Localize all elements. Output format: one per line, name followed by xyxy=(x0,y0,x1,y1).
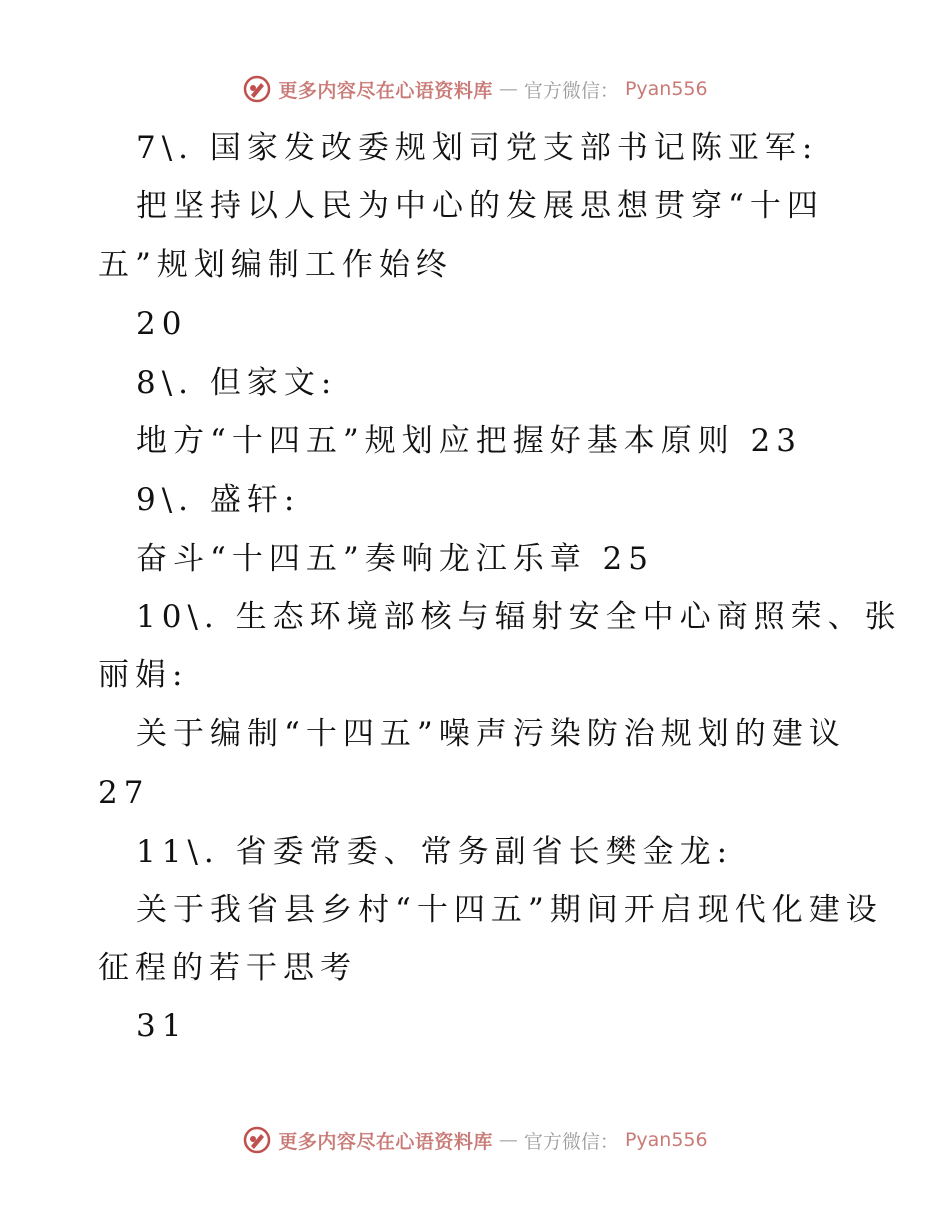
logo-icon xyxy=(242,1125,272,1155)
toc-entry-10-page: 27 xyxy=(98,775,150,811)
toc-entry-7-page: 20 xyxy=(136,306,188,342)
banner-text: 更多内容尽在心语资料库 xyxy=(278,79,493,102)
footer-banner xyxy=(0,1123,950,1157)
toc-entry-11-title-line1: 关于我省县乡村“十四五”期间开启现代化建设 xyxy=(136,892,883,928)
toc-entry-8-title: 地方“十四五”规划应把握好基本原则 23 xyxy=(136,423,802,459)
toc-entry-11-page: 31 xyxy=(136,1008,188,1044)
toc-entry-8-heading: 8\. 但家文: xyxy=(136,365,338,401)
toc-entry-7-heading: 7\. 国家发改委规划司党支部书记陈亚军: xyxy=(136,130,819,166)
header-banner xyxy=(0,72,950,106)
toc-entry-11-heading: 11\. 省委常委、常务副省长樊金龙: xyxy=(136,834,734,870)
toc-entry-7-title-line1: 把坚持以人民为中心的发展思想贯穿“十四 xyxy=(136,188,824,224)
toc-entry-10-title: 关于编制“十四五”噪声污染防治规划的建议 xyxy=(136,716,846,752)
banner-wechat-id: Pyan556 xyxy=(624,78,708,100)
logo-icon xyxy=(242,74,272,104)
banner-text: 更多内容尽在心语资料库 xyxy=(278,1130,493,1153)
toc-entry-10-heading-line1: 10\. 生态环境部核与辐射安全中心商照荣、张 xyxy=(136,599,902,635)
banner-separator: — xyxy=(498,1129,518,1151)
toc-entry-7-title-line2: 五”规划编制工作始终 xyxy=(98,247,453,283)
toc-entry-9-heading: 9\. 盛轩: xyxy=(136,482,301,518)
banner-wechat-label: 官方微信： xyxy=(523,1130,619,1153)
banner-wechat-label: 官方微信： xyxy=(523,79,619,102)
banner-wechat-id: Pyan556 xyxy=(624,1129,708,1151)
toc-entry-11-title-line2: 征程的若干思考 xyxy=(98,950,357,986)
toc-entry-10-heading-line2: 丽娟: xyxy=(98,657,189,693)
banner-separator: — xyxy=(498,78,518,100)
toc-entry-9-title: 奋斗“十四五”奏响龙江乐章 25 xyxy=(136,541,654,577)
